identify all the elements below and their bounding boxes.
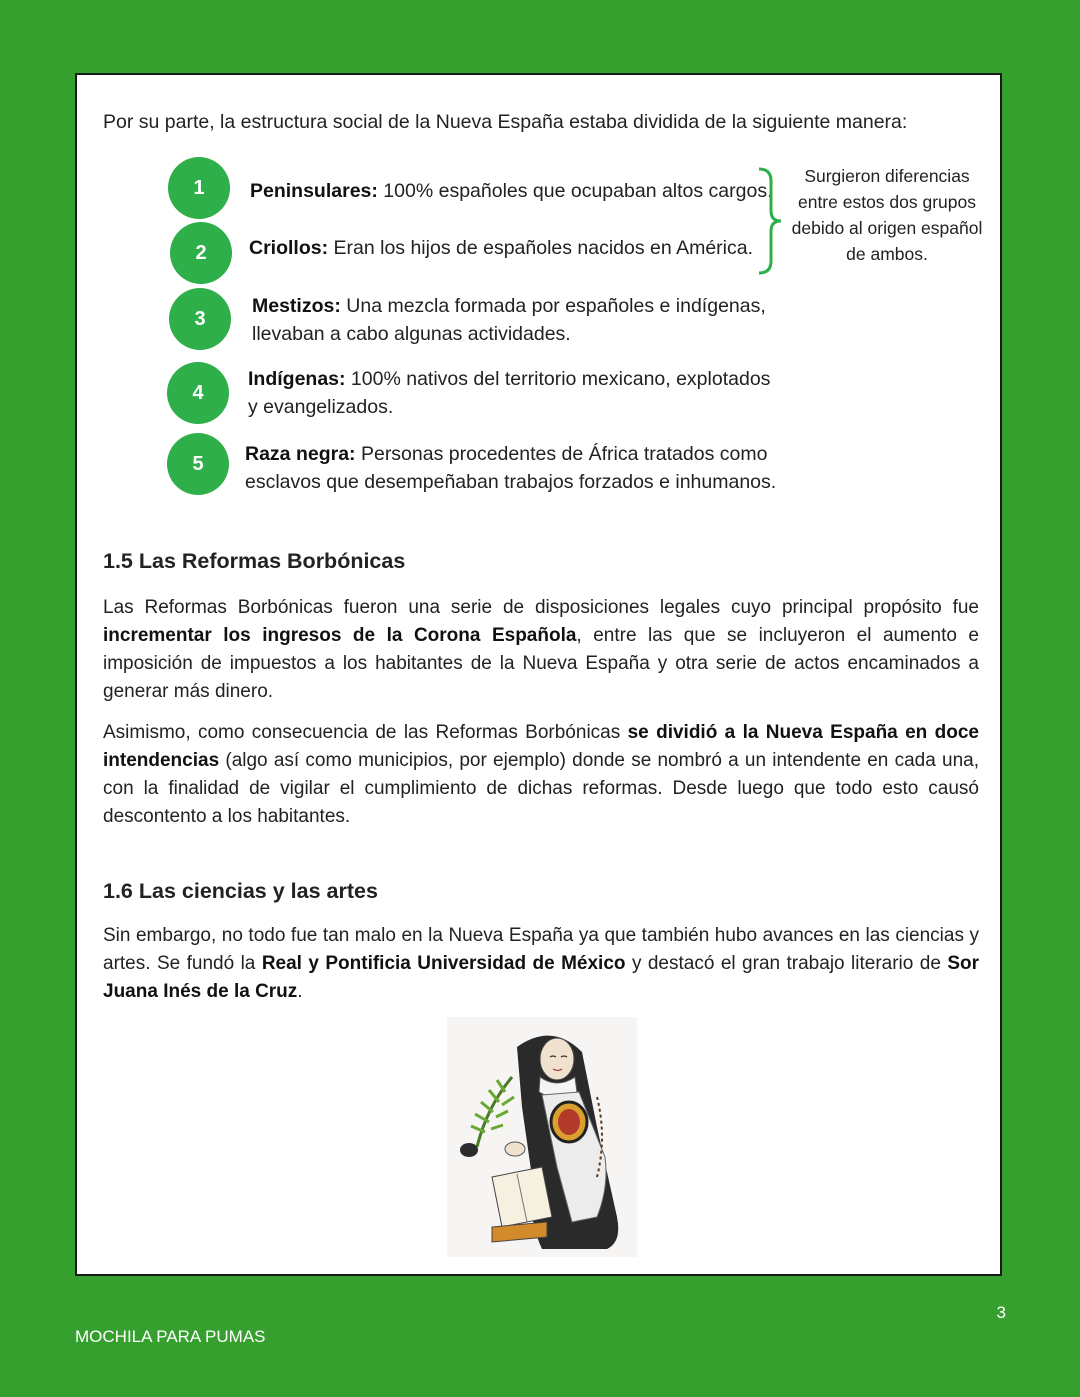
number-badge-4: 4 bbox=[167, 362, 229, 424]
para-text: Las Reformas Borbónicas fueron una serie de disposiciones legales cuyo principal propósito fue bbox=[103, 597, 979, 618]
group-item-peninsulares bbox=[250, 177, 773, 205]
para-text: Sin embargo, no todo fue tan malo en la Nueva España ya que también hubo avances en las ciencias y artes. Se fundó la bbox=[103, 925, 979, 974]
number-badge-1: 1 bbox=[168, 157, 230, 219]
reformas-paragraph-1 bbox=[103, 594, 979, 706]
page-number: 3 bbox=[996, 1303, 1006, 1322]
group-term: Raza negra: bbox=[245, 443, 356, 465]
section-heading-reformas: 1.5 Las Reformas Borbónicas bbox=[103, 549, 406, 573]
brace-note: Surgieron diferencias entre estos dos grupos debido al origen español de ambos. bbox=[791, 166, 983, 264]
group-desc-line2: esclavos que desempeñaban trabajos forzados e inhumanos. bbox=[245, 471, 777, 493]
para-bold: Real y Pontificia Universidad de México bbox=[261, 953, 626, 974]
group-item-indigenas bbox=[248, 365, 770, 421]
para-text: (algo así como municipios, por ejemplo) donde se nombró a un intendente en cada una, con la finalidad de vigilar el cumplimiento de dichas reformas. Desde luego que todo esto causó descontento a los habitantes. bbox=[103, 750, 979, 827]
group-desc: Eran los hijos de españoles nacidos en América. bbox=[328, 237, 754, 259]
ciencias-paragraph bbox=[103, 922, 979, 1006]
number-badge-3: 3 bbox=[169, 288, 231, 350]
group-item-raza-negra bbox=[245, 440, 776, 496]
number-badge-5: 5 bbox=[167, 433, 229, 495]
footer-text: MOCHILA PARA PUMAS bbox=[75, 1327, 266, 1346]
para-text: Asimismo, como consecuencia de las Reformas Borbónicas bbox=[103, 722, 628, 743]
sor-juana-illustration bbox=[447, 1017, 637, 1257]
para-text: y destacó el gran trabajo literario de bbox=[625, 953, 948, 974]
para-text: . bbox=[297, 981, 303, 1002]
document-page bbox=[75, 73, 1002, 1276]
group-term: Indígenas: bbox=[248, 368, 346, 390]
group-desc-line2: llevaban a cabo algunas actividades. bbox=[252, 323, 571, 345]
intro-text: Por su parte, la estructura social de la Nueva España estaba dividida de la siguiente manera: bbox=[103, 111, 908, 133]
section-heading-ciencias: 1.6 Las ciencias y las artes bbox=[103, 879, 378, 903]
group-desc: 100% españoles que ocupaban altos cargos. bbox=[377, 180, 773, 202]
group-desc: Personas procedentes de África tratados como bbox=[355, 443, 768, 465]
group-desc: Una mezcla formada por españoles e indígenas, bbox=[340, 295, 766, 317]
group-term: Mestizos: bbox=[252, 295, 341, 317]
number-badge-2: 2 bbox=[170, 222, 232, 284]
para-bold: Sor Juana Inés de la Cruz bbox=[103, 953, 980, 1002]
group-term: Peninsulares: bbox=[250, 180, 378, 202]
group-desc: 100% nativos del territorio mexicano, explotados bbox=[345, 368, 771, 390]
reformas-paragraph-2 bbox=[103, 719, 979, 831]
group-item-mestizos bbox=[252, 292, 766, 348]
group-desc-line2: y evangelizados. bbox=[248, 396, 394, 418]
para-bold: incrementar los ingresos de la Corona Española bbox=[103, 625, 577, 646]
group-term: Criollos: bbox=[249, 237, 329, 259]
group-item-criollos bbox=[249, 234, 753, 262]
para-bold: se dividió a la Nueva España en doce intendencias bbox=[103, 722, 979, 771]
curly-brace-icon bbox=[757, 167, 783, 275]
para-text: , entre las que se incluyeron el aumento e imposición de impuestos a los habitantes de la Nueva España y otra serie de actos encaminados a generar más dinero. bbox=[103, 625, 979, 702]
